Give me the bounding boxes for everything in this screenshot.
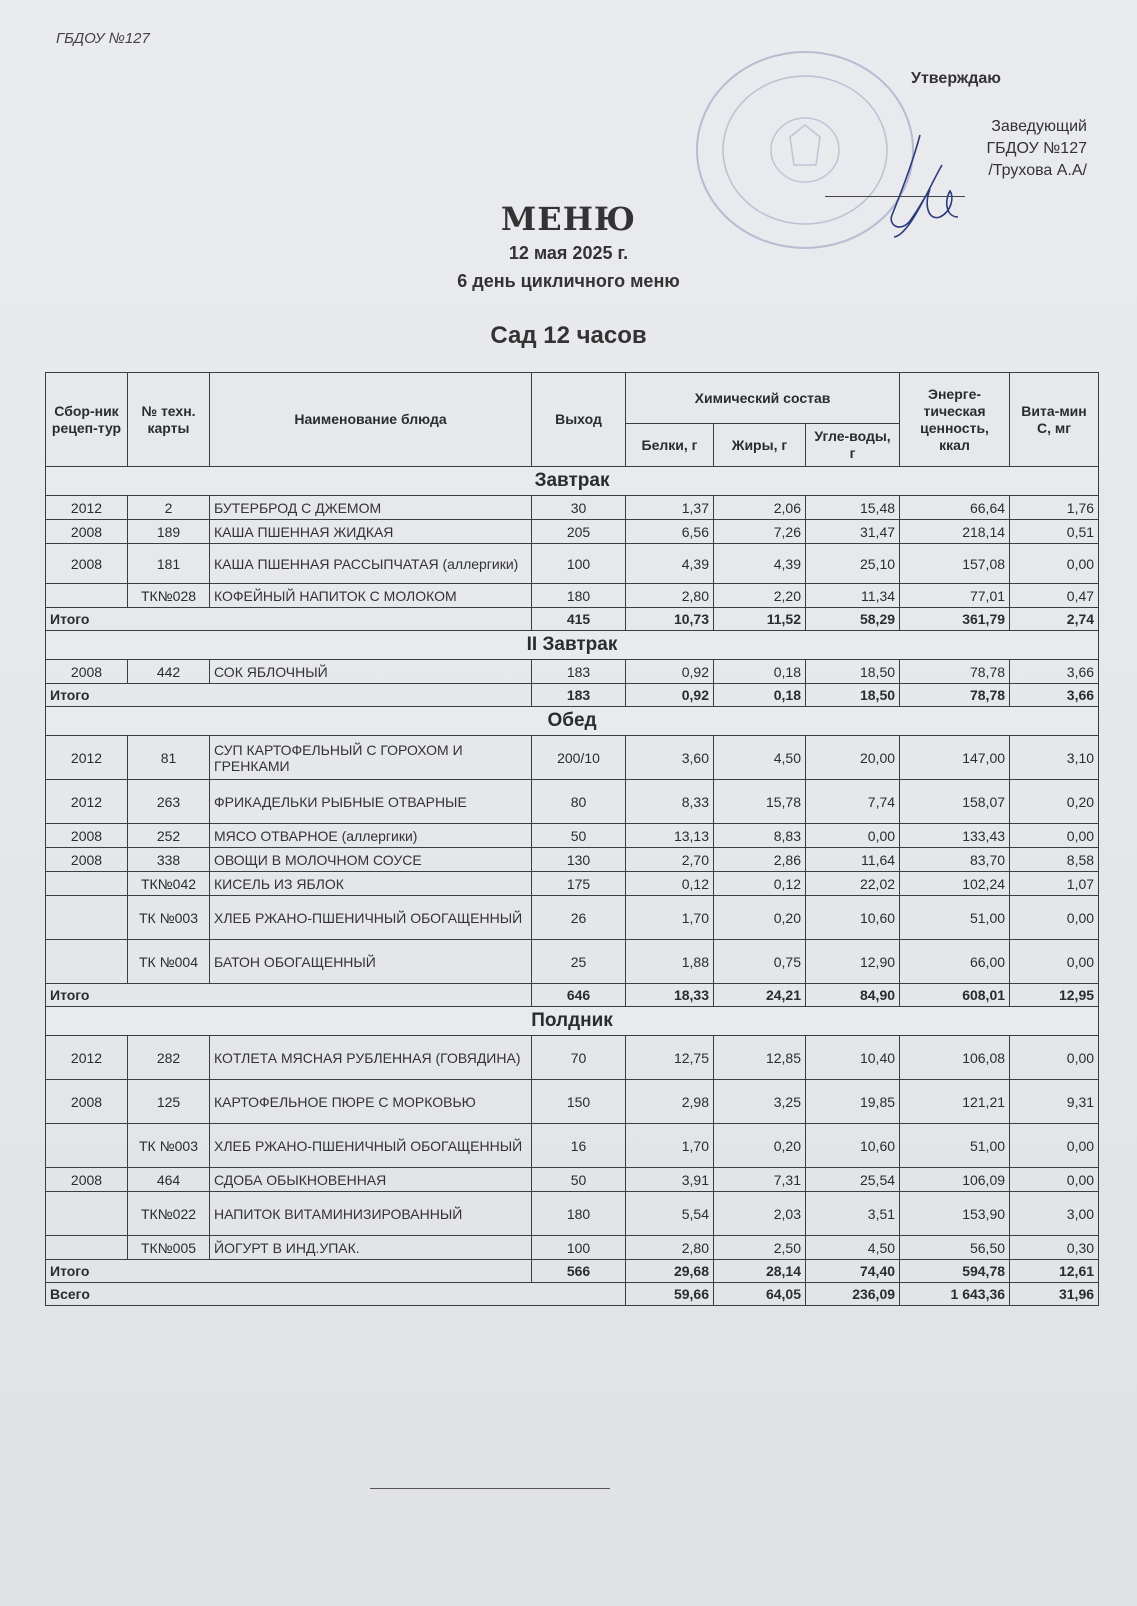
cell-protein: 13,13 bbox=[626, 824, 714, 848]
cell-fat: 0,18 bbox=[714, 660, 806, 684]
cell-collection bbox=[46, 1192, 128, 1236]
cell-energy: 106,08 bbox=[900, 1036, 1010, 1080]
header-chem: Химический состав bbox=[626, 373, 900, 424]
cell-collection: 2008 bbox=[46, 660, 128, 684]
cell-fat: 4,50 bbox=[714, 736, 806, 780]
cell-vitamin: 0,47 bbox=[1010, 584, 1099, 608]
cell-output: 200/10 bbox=[532, 736, 626, 780]
cell-dish: КАША ПШЕННАЯ ЖИДКАЯ bbox=[210, 520, 532, 544]
cell-carbs: 11,64 bbox=[806, 848, 900, 872]
table-row bbox=[46, 1192, 1099, 1236]
total-label: Итого bbox=[46, 984, 532, 1007]
total-row bbox=[46, 608, 1099, 631]
total-fat: 0,18 bbox=[714, 684, 806, 707]
cell-carbs: 3,51 bbox=[806, 1192, 900, 1236]
cell-vitamin: 3,66 bbox=[1010, 660, 1099, 684]
cell-fat: 2,50 bbox=[714, 1236, 806, 1260]
approval-name: /Трухова А.А/ bbox=[988, 162, 1087, 179]
cell-protein: 0,92 bbox=[626, 660, 714, 684]
total-vitamin: 3,66 bbox=[1010, 684, 1099, 707]
cell-energy: 78,78 bbox=[900, 660, 1010, 684]
cell-fat: 2,86 bbox=[714, 848, 806, 872]
cell-collection bbox=[46, 584, 128, 608]
org-header: ГБДОУ №127 bbox=[56, 30, 150, 47]
cell-protein: 6,56 bbox=[626, 520, 714, 544]
total-row bbox=[46, 984, 1099, 1007]
section-title: Обед bbox=[46, 707, 1099, 736]
cell-fat: 7,31 bbox=[714, 1168, 806, 1192]
cell-protein: 0,12 bbox=[626, 872, 714, 896]
cell-protein: 4,39 bbox=[626, 544, 714, 584]
cell-energy: 56,50 bbox=[900, 1236, 1010, 1260]
cell-dish: ФРИКАДЕЛЬКИ РЫБНЫЕ ОТВАРНЫЕ bbox=[210, 780, 532, 824]
cell-card: ТК№042 bbox=[128, 872, 210, 896]
cell-dish: СОК ЯБЛОЧНЫЙ bbox=[210, 660, 532, 684]
cell-energy: 83,70 bbox=[900, 848, 1010, 872]
total-row bbox=[46, 1260, 1099, 1283]
cell-dish: ОВОЩИ В МОЛОЧНОМ СОУСЕ bbox=[210, 848, 532, 872]
cell-vitamin: 0,00 bbox=[1010, 896, 1099, 940]
cell-collection: 2012 bbox=[46, 780, 128, 824]
total-vitamin: 2,74 bbox=[1010, 608, 1099, 631]
table-row bbox=[46, 584, 1099, 608]
cell-protein: 1,37 bbox=[626, 496, 714, 520]
grand-total-row bbox=[46, 1283, 1099, 1306]
cell-vitamin: 1,07 bbox=[1010, 872, 1099, 896]
cell-dish: КИСЕЛЬ ИЗ ЯБЛОК bbox=[210, 872, 532, 896]
cell-protein: 2,98 bbox=[626, 1080, 714, 1124]
total-label: Итого bbox=[46, 608, 532, 631]
section-row bbox=[46, 1007, 1099, 1036]
cell-card: ТК №003 bbox=[128, 896, 210, 940]
cell-energy: 106,09 bbox=[900, 1168, 1010, 1192]
table-row bbox=[46, 1168, 1099, 1192]
cell-card: 181 bbox=[128, 544, 210, 584]
header-collection: Сбор-ник рецеп-тур bbox=[46, 373, 128, 467]
cell-vitamin: 8,58 bbox=[1010, 848, 1099, 872]
cell-energy: 158,07 bbox=[900, 780, 1010, 824]
cell-output: 180 bbox=[532, 584, 626, 608]
grand-total-label: Всего bbox=[46, 1283, 626, 1306]
cell-carbs: 10,40 bbox=[806, 1036, 900, 1080]
cell-dish: СДОБА ОБЫКНОВЕННАЯ bbox=[210, 1168, 532, 1192]
cell-protein: 2,80 bbox=[626, 1236, 714, 1260]
table-row bbox=[46, 872, 1099, 896]
cell-fat: 2,06 bbox=[714, 496, 806, 520]
cell-card: ТК №004 bbox=[128, 940, 210, 984]
cell-dish: ХЛЕБ РЖАНО-ПШЕНИЧНЫЙ ОБОГАЩЕННЫЙ bbox=[210, 1124, 532, 1168]
cell-energy: 147,00 bbox=[900, 736, 1010, 780]
cell-collection: 2008 bbox=[46, 520, 128, 544]
cell-output: 150 bbox=[532, 1080, 626, 1124]
table-row bbox=[46, 736, 1099, 780]
cell-output: 26 bbox=[532, 896, 626, 940]
cell-carbs: 10,60 bbox=[806, 1124, 900, 1168]
cell-energy: 51,00 bbox=[900, 1124, 1010, 1168]
cell-vitamin: 0,00 bbox=[1010, 1124, 1099, 1168]
cell-output: 50 bbox=[532, 824, 626, 848]
cell-carbs: 22,02 bbox=[806, 872, 900, 896]
table-row bbox=[46, 496, 1099, 520]
cell-card: 2 bbox=[128, 496, 210, 520]
section-title: II Завтрак bbox=[46, 631, 1099, 660]
cell-energy: 66,00 bbox=[900, 940, 1010, 984]
cell-carbs: 11,34 bbox=[806, 584, 900, 608]
cell-dish: НАПИТОК ВИТАМИНИЗИРОВАННЫЙ bbox=[210, 1192, 532, 1236]
approval-position: Заведующий bbox=[991, 118, 1087, 135]
cell-carbs: 0,00 bbox=[806, 824, 900, 848]
header-dish: Наименование блюда bbox=[210, 373, 532, 467]
cell-carbs: 4,50 bbox=[806, 1236, 900, 1260]
header-vitamin: Вита-мин С, мг bbox=[1010, 373, 1099, 467]
cell-collection: 2008 bbox=[46, 824, 128, 848]
menu-group: Сад 12 часов bbox=[490, 322, 647, 349]
cell-carbs: 19,85 bbox=[806, 1080, 900, 1124]
menu-title: МЕНЮ bbox=[500, 200, 637, 238]
header-energy: Энерге-тическая ценность, ккал bbox=[900, 373, 1010, 467]
cell-energy: 157,08 bbox=[900, 544, 1010, 584]
header-carbs: Угле-воды, г bbox=[806, 424, 900, 467]
total-energy: 608,01 bbox=[900, 984, 1010, 1007]
cell-protein: 3,91 bbox=[626, 1168, 714, 1192]
cell-card: ТК №003 bbox=[128, 1124, 210, 1168]
cell-protein: 3,60 bbox=[626, 736, 714, 780]
bottom-line bbox=[370, 1488, 610, 1489]
header-output: Выход bbox=[532, 373, 626, 467]
cell-vitamin: 0,00 bbox=[1010, 1036, 1099, 1080]
cell-carbs: 12,90 bbox=[806, 940, 900, 984]
cell-collection: 2008 bbox=[46, 1168, 128, 1192]
cell-card: ТК№022 bbox=[128, 1192, 210, 1236]
cell-fat: 4,39 bbox=[714, 544, 806, 584]
cell-fat: 2,03 bbox=[714, 1192, 806, 1236]
cell-dish: БАТОН ОБОГАЩЕННЫЙ bbox=[210, 940, 532, 984]
table-row bbox=[46, 660, 1099, 684]
cell-vitamin: 0,00 bbox=[1010, 544, 1099, 584]
table-row bbox=[46, 544, 1099, 584]
cell-vitamin: 0,30 bbox=[1010, 1236, 1099, 1260]
cell-dish: МЯСО ОТВАРНОЕ (аллергики) bbox=[210, 824, 532, 848]
cell-fat: 8,83 bbox=[714, 824, 806, 848]
cell-energy: 133,43 bbox=[900, 824, 1010, 848]
cell-vitamin: 0,00 bbox=[1010, 824, 1099, 848]
total-label: Итого bbox=[46, 1260, 532, 1283]
cell-dish: ХЛЕБ РЖАНО-ПШЕНИЧНЫЙ ОБОГАЩЕННЫЙ bbox=[210, 896, 532, 940]
cell-collection bbox=[46, 896, 128, 940]
total-output: 646 bbox=[532, 984, 626, 1007]
total-label: Итого bbox=[46, 684, 532, 707]
header-fat: Жиры, г bbox=[714, 424, 806, 467]
cell-collection bbox=[46, 1124, 128, 1168]
cell-output: 205 bbox=[532, 520, 626, 544]
cell-energy: 218,14 bbox=[900, 520, 1010, 544]
cell-fat: 0,75 bbox=[714, 940, 806, 984]
cell-vitamin: 1,76 bbox=[1010, 496, 1099, 520]
section-title: Завтрак bbox=[46, 467, 1099, 496]
cell-protein: 2,80 bbox=[626, 584, 714, 608]
total-fat: 11,52 bbox=[714, 608, 806, 631]
total-carbs: 58,29 bbox=[806, 608, 900, 631]
cell-output: 130 bbox=[532, 848, 626, 872]
cell-dish: КАРТОФЕЛЬНОЕ ПЮРЕ С МОРКОВЬЮ bbox=[210, 1080, 532, 1124]
cell-output: 50 bbox=[532, 1168, 626, 1192]
total-energy: 594,78 bbox=[900, 1260, 1010, 1283]
cell-protein: 2,70 bbox=[626, 848, 714, 872]
total-row bbox=[46, 684, 1099, 707]
total-fat: 24,21 bbox=[714, 984, 806, 1007]
menu-date: 12 мая 2025 г. bbox=[508, 243, 629, 263]
cell-collection: 2008 bbox=[46, 848, 128, 872]
total-protein: 18,33 bbox=[626, 984, 714, 1007]
table-row bbox=[46, 1124, 1099, 1168]
cell-output: 70 bbox=[532, 1036, 626, 1080]
section-title: Полдник bbox=[46, 1007, 1099, 1036]
total-carbs: 74,40 bbox=[806, 1260, 900, 1283]
total-protein: 0,92 bbox=[626, 684, 714, 707]
cell-collection: 2008 bbox=[46, 1080, 128, 1124]
cell-vitamin: 0,00 bbox=[1010, 1168, 1099, 1192]
cell-fat: 7,26 bbox=[714, 520, 806, 544]
cell-fat: 2,20 bbox=[714, 584, 806, 608]
cell-card: 442 bbox=[128, 660, 210, 684]
menu-cycle-day: 6 день цикличного меню bbox=[457, 271, 680, 291]
cell-energy: 121,21 bbox=[900, 1080, 1010, 1124]
cell-energy: 51,00 bbox=[900, 896, 1010, 940]
cell-dish: КОФЕЙНЫЙ НАПИТОК С МОЛОКОМ bbox=[210, 584, 532, 608]
cell-collection: 2012 bbox=[46, 736, 128, 780]
cell-carbs: 7,74 bbox=[806, 780, 900, 824]
cell-card: 263 bbox=[128, 780, 210, 824]
cell-card: 189 bbox=[128, 520, 210, 544]
cell-vitamin: 3,00 bbox=[1010, 1192, 1099, 1236]
table-row bbox=[46, 1236, 1099, 1260]
cell-output: 183 bbox=[532, 660, 626, 684]
cell-carbs: 25,54 bbox=[806, 1168, 900, 1192]
grand-total-carbs: 236,09 bbox=[806, 1283, 900, 1306]
cell-fat: 0,20 bbox=[714, 896, 806, 940]
cell-output: 16 bbox=[532, 1124, 626, 1168]
cell-card: 252 bbox=[128, 824, 210, 848]
total-vitamin: 12,95 bbox=[1010, 984, 1099, 1007]
cell-fat: 12,85 bbox=[714, 1036, 806, 1080]
table-row bbox=[46, 1036, 1099, 1080]
total-protein: 29,68 bbox=[626, 1260, 714, 1283]
cell-fat: 3,25 bbox=[714, 1080, 806, 1124]
table-row bbox=[46, 1080, 1099, 1124]
cell-carbs: 18,50 bbox=[806, 660, 900, 684]
cell-card: 464 bbox=[128, 1168, 210, 1192]
header-card: № техн. карты bbox=[128, 373, 210, 467]
cell-output: 100 bbox=[532, 544, 626, 584]
cell-energy: 153,90 bbox=[900, 1192, 1010, 1236]
cell-energy: 66,64 bbox=[900, 496, 1010, 520]
cell-energy: 102,24 bbox=[900, 872, 1010, 896]
cell-collection bbox=[46, 872, 128, 896]
cell-dish: КАША ПШЕННАЯ РАССЫПЧАТАЯ (аллергики) bbox=[210, 544, 532, 584]
table-row bbox=[46, 940, 1099, 984]
cell-collection bbox=[46, 1236, 128, 1260]
total-output: 415 bbox=[532, 608, 626, 631]
total-fat: 28,14 bbox=[714, 1260, 806, 1283]
cell-card: ТК№005 bbox=[128, 1236, 210, 1260]
section-row bbox=[46, 707, 1099, 736]
cell-vitamin: 3,10 bbox=[1010, 736, 1099, 780]
cell-collection: 2008 bbox=[46, 544, 128, 584]
total-carbs: 18,50 bbox=[806, 684, 900, 707]
cell-carbs: 31,47 bbox=[806, 520, 900, 544]
cell-carbs: 10,60 bbox=[806, 896, 900, 940]
cell-protein: 1,88 bbox=[626, 940, 714, 984]
cell-dish: БУТЕРБРОД С ДЖЕМОМ bbox=[210, 496, 532, 520]
approval-org: ГБДОУ №127 bbox=[986, 140, 1087, 157]
cell-vitamin: 0,00 bbox=[1010, 940, 1099, 984]
cell-protein: 1,70 bbox=[626, 896, 714, 940]
cell-collection bbox=[46, 940, 128, 984]
cell-protein: 1,70 bbox=[626, 1124, 714, 1168]
cell-carbs: 15,48 bbox=[806, 496, 900, 520]
cell-vitamin: 0,51 bbox=[1010, 520, 1099, 544]
cell-carbs: 25,10 bbox=[806, 544, 900, 584]
table-row bbox=[46, 848, 1099, 872]
cell-output: 175 bbox=[532, 872, 626, 896]
header-protein: Белки, г bbox=[626, 424, 714, 467]
cell-card: 81 bbox=[128, 736, 210, 780]
cell-dish: КОТЛЕТА МЯСНАЯ РУБЛЕННАЯ (ГОВЯДИНА) bbox=[210, 1036, 532, 1080]
cell-card: 338 bbox=[128, 848, 210, 872]
cell-collection: 2012 bbox=[46, 1036, 128, 1080]
section-row bbox=[46, 631, 1099, 660]
grand-total-vitamin: 31,96 bbox=[1010, 1283, 1099, 1306]
total-output: 183 bbox=[532, 684, 626, 707]
cell-carbs: 20,00 bbox=[806, 736, 900, 780]
cell-card: ТК№028 bbox=[128, 584, 210, 608]
table-row bbox=[46, 896, 1099, 940]
table-row bbox=[46, 520, 1099, 544]
cell-card: 282 bbox=[128, 1036, 210, 1080]
menu-table bbox=[45, 372, 1099, 1306]
section-row bbox=[46, 467, 1099, 496]
approval-heading: Утверждаю bbox=[911, 70, 1001, 87]
table-row bbox=[46, 824, 1099, 848]
cell-dish: СУП КАРТОФЕЛЬНЫЙ С ГОРОХОМ И ГРЕНКАМИ bbox=[210, 736, 532, 780]
grand-total-energy: 1 643,36 bbox=[900, 1283, 1010, 1306]
cell-output: 100 bbox=[532, 1236, 626, 1260]
cell-fat: 0,20 bbox=[714, 1124, 806, 1168]
cell-protein: 12,75 bbox=[626, 1036, 714, 1080]
cell-vitamin: 9,31 bbox=[1010, 1080, 1099, 1124]
grand-total-protein: 59,66 bbox=[626, 1283, 714, 1306]
table-row bbox=[46, 780, 1099, 824]
grand-total-fat: 64,05 bbox=[714, 1283, 806, 1306]
cell-collection: 2012 bbox=[46, 496, 128, 520]
cell-energy: 77,01 bbox=[900, 584, 1010, 608]
total-energy: 361,79 bbox=[900, 608, 1010, 631]
total-carbs: 84,90 bbox=[806, 984, 900, 1007]
cell-fat: 0,12 bbox=[714, 872, 806, 896]
total-energy: 78,78 bbox=[900, 684, 1010, 707]
cell-dish: ЙОГУРТ В ИНД.УПАК. bbox=[210, 1236, 532, 1260]
cell-output: 25 bbox=[532, 940, 626, 984]
cell-vitamin: 0,20 bbox=[1010, 780, 1099, 824]
cell-output: 180 bbox=[532, 1192, 626, 1236]
total-output: 566 bbox=[532, 1260, 626, 1283]
cell-fat: 15,78 bbox=[714, 780, 806, 824]
total-protein: 10,73 bbox=[626, 608, 714, 631]
cell-protein: 8,33 bbox=[626, 780, 714, 824]
cell-card: 125 bbox=[128, 1080, 210, 1124]
total-vitamin: 12,61 bbox=[1010, 1260, 1099, 1283]
cell-protein: 5,54 bbox=[626, 1192, 714, 1236]
cell-output: 30 bbox=[532, 496, 626, 520]
cell-output: 80 bbox=[532, 780, 626, 824]
